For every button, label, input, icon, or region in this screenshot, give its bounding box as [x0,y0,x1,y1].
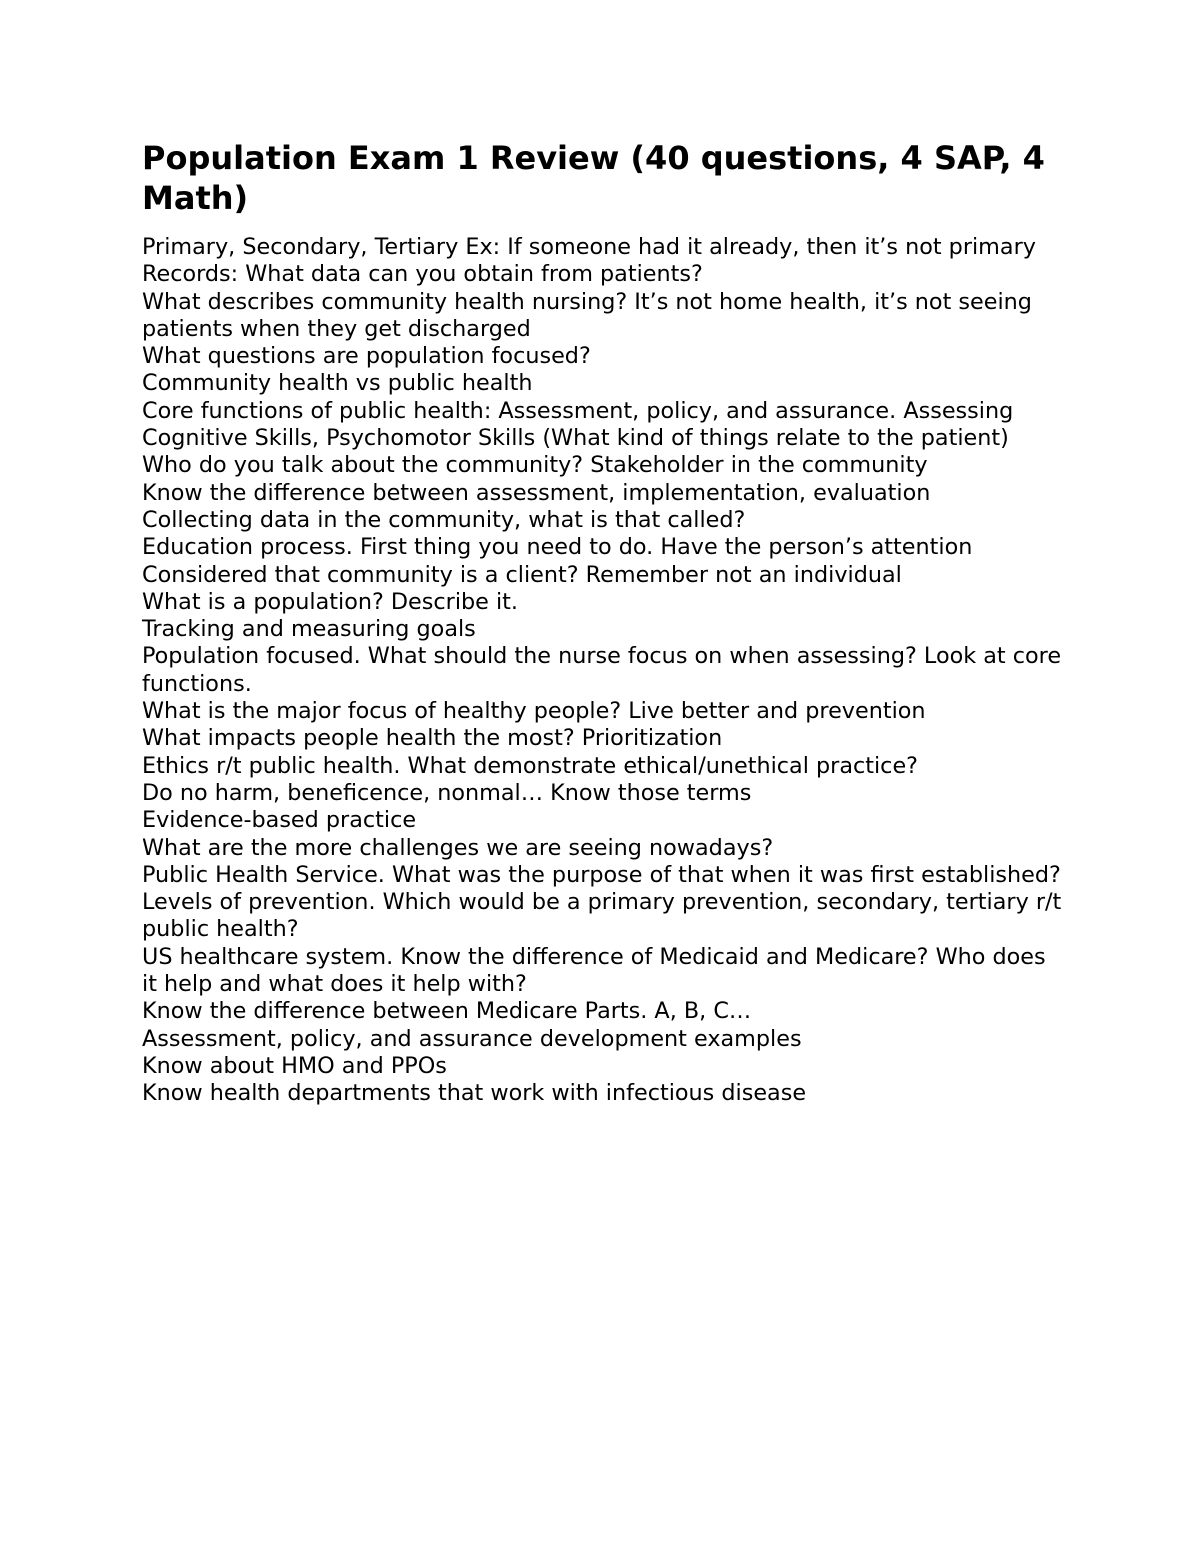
review-topic-line: What are the more challenges we are seeing nowadays? [142,834,774,861]
review-topic-line: Ethics r/t public health. What demonstrate ethical/unethical practice? [142,752,918,779]
review-topic-line: Population focused. What should the nurse focus on when assessing? Look at core functions. [142,643,1062,697]
review-topic-line: Levels of prevention. Which would be a primary prevention, secondary, tertiary r/t public health? [142,889,1062,943]
review-topic-line: Assessment, policy, and assurance development examples [142,1025,802,1052]
review-topic-line: What impacts people health the most? Prioritization [142,725,723,752]
review-topic-line: Primary, Secondary, Tertiary Ex: If someone had it already, then it’s not primary [142,234,1036,260]
review-topic-line: Considered that community is a client? Remember not an individual [142,561,902,588]
review-topic-line: Community health vs public health [142,370,533,397]
review-topic-line: Know health departments that work with infectious disease [142,1080,807,1107]
review-topic-line: Know the difference between assessment, implementation, evaluation [142,479,931,506]
review-topic-list [142,234,1062,1108]
review-topic-line: What is a population? Describe it. [142,588,518,615]
review-topic-line: Education process. First thing you need to do. Have the person’s attention [142,534,973,561]
review-topic-line: Know the difference between Medicare Parts. A, B, C… [142,998,752,1025]
document-title: Population Exam 1 Review (40 questions, 4 SAP, 4 Math) [142,139,1045,217]
review-topic-line: What questions are population focused? [142,343,591,370]
review-topic-line: Cognitive Skills, Psychomotor Skills (What kind of things relate to the patient) [142,425,1009,452]
document-body [142,138,1062,1108]
review-topic-line: Evidence-based practice [142,807,417,834]
review-topic-line: Collecting data in the community, what is that called? [142,506,746,533]
review-topic-line: Know about HMO and PPOs [142,1052,447,1079]
review-topic-line: What describes community health nursing? It’s not home health, it’s not seeing patients when they get discharged [142,288,1032,342]
review-topic-line: Core functions of public health: Assessment, policy, and assurance. Assessing [142,397,1014,424]
review-topic-line: Do no harm, beneficence, nonmal… Know those terms [142,779,752,806]
review-topic-line: Tracking and measuring goals [142,616,476,643]
review-topic-line: US healthcare system. Know the difference of Medicaid and Medicare? Who does it help and what does it help with? [142,943,1046,998]
review-topic-line: Who do you talk about the community? Stakeholder in the community [142,452,928,479]
review-topic-line: What is the major focus of healthy people? Live better and prevention [142,698,926,725]
review-topic-line: Public Health Service. What was the purpose of that when it was first established? [142,861,1061,888]
review-topic-line: Records: What data can you obtain from patients? [142,261,703,288]
